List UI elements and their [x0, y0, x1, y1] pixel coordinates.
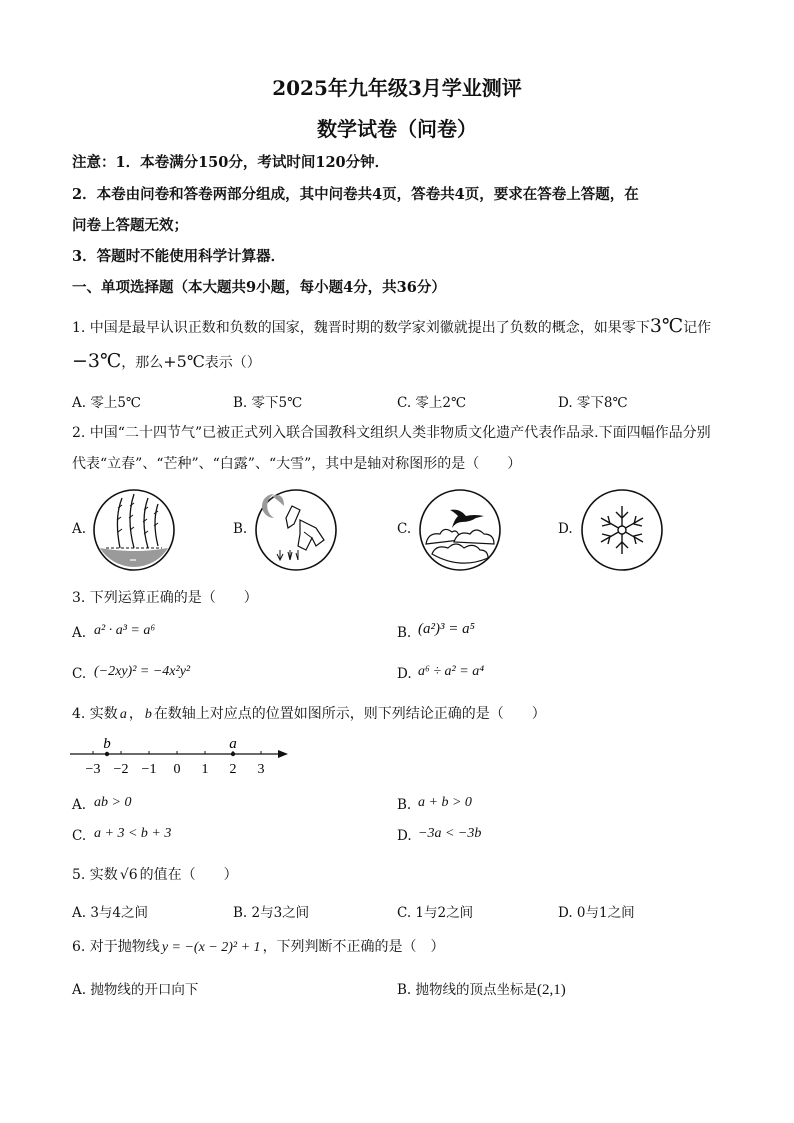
q6-stem — [72, 936, 445, 956]
number-line-point-b — [105, 752, 109, 756]
q3-label-d: D. — [397, 666, 412, 682]
q3-label-b: B. — [397, 625, 412, 641]
q1-option-b: B. 零下5℃ — [233, 395, 303, 411]
q4-expr-c: a + 3 < b + 3 — [94, 826, 172, 841]
q5-stem — [72, 864, 238, 884]
lichun-picture — [92, 488, 176, 572]
bailu-picture — [418, 488, 502, 572]
number-line-tick-label: 3 — [257, 762, 265, 777]
q2-label-a: A. — [72, 521, 87, 537]
q4-label-d: D. — [397, 828, 412, 844]
q6-stem-b: ，下列判断不正确的是（ ） — [262, 939, 445, 955]
q6-option-b-coord: (2,1) — [537, 982, 566, 998]
q1-option-d: D. 零下8℃ — [558, 395, 628, 411]
q4-label-b: B. — [397, 797, 412, 813]
q1-option-c: C. 零上2℃ — [397, 395, 467, 411]
number-line-tick-label: 1 — [201, 762, 209, 777]
q2-line-2: 代表“立春”、“芒种”、“白露”、“大雪”，其中是轴对称图形的是（ ） — [72, 456, 522, 472]
q4-var-a: a — [119, 707, 127, 722]
q5-option-a: A. 3与4之间 — [72, 905, 149, 921]
number-line-tick-label: −2 — [113, 762, 129, 777]
number-line-point-a — [231, 752, 235, 756]
section-heading: 一、单项选择题（本大题共9小题，每小题4分，共36分） — [72, 279, 446, 296]
exam-subtitle: 数学试卷（问卷） — [317, 117, 477, 141]
number-line-arrow — [278, 750, 288, 758]
number-line-tick-label: −3 — [85, 762, 101, 777]
q1-neg: −3℃ — [72, 350, 122, 372]
q3-expr-b: (a²)³ = a⁵ — [418, 621, 475, 637]
q4-stem-a: 4. 实数 — [72, 706, 118, 722]
q4-label-a: A. — [72, 797, 87, 813]
q4-expr-b: a + b > 0 — [418, 795, 472, 810]
note-line-1: 注意：1．本卷满分150分，考试时间120分钟． — [72, 154, 390, 171]
q2-label-c: C. — [397, 521, 412, 537]
q5-stem-b: 的值在（ ） — [139, 867, 238, 883]
q3-expr-a: a² · a³ = a⁶ — [94, 623, 156, 638]
note-line-4: 3．答题时不能使用科学计算器． — [72, 248, 286, 265]
q3-stem: 3. 下列运算正确的是（ ） — [72, 590, 258, 606]
q1-line-2 — [72, 350, 261, 372]
q1-line-1 — [72, 315, 711, 337]
number-line-tick-label: 0 — [173, 762, 181, 777]
q3-label-c: C. — [72, 666, 87, 682]
q5-option-d: D. 0与1之间 — [558, 905, 635, 921]
q5-option-c: C. 1与2之间 — [397, 905, 474, 921]
note-line-2: 2．本卷由问卷和答卷两部分组成，其中问卷共4页，答卷共4页，要求在答卷上答题，在 — [72, 186, 639, 203]
q1-mid: ，那么 — [121, 355, 164, 371]
q3-label-a: A. — [72, 625, 87, 641]
q5-radical: √6 — [119, 867, 138, 883]
exam-title: 2025年九年级3月学业测评 — [272, 76, 522, 100]
number-line-point-label-b: b — [103, 736, 111, 752]
number-line-tick-label: −1 — [141, 762, 157, 777]
q3-expr-c: (−2xy)² = −4x²y² — [94, 664, 191, 679]
q4-label-c: C. — [72, 828, 87, 844]
q1-stem: 1. 中国是最早认识正数和负数的国家，魏晋时期的数学家刘徽就提出了负数的概念，如果零下 — [72, 320, 650, 336]
q6-option-b — [397, 978, 566, 999]
q1-value: 3℃ — [649, 315, 684, 337]
q2-label-b: B. — [233, 521, 248, 537]
q3-expr-d: a⁶ ÷ a² = a⁴ — [418, 664, 485, 679]
q4-stem-c: 在数轴上对应点的位置如图所示，则下列结论正确的是（ ） — [153, 706, 546, 722]
note-line-3: 问卷上答题无效； — [72, 217, 188, 234]
q4-expr-d: −3a < −3b — [418, 826, 482, 841]
q1-tail: 记作 — [683, 320, 712, 336]
number-line-point-label-a: a — [229, 736, 237, 752]
q1-option-a: A. 零上5℃ — [72, 395, 142, 411]
number-line — [64, 734, 294, 778]
q4-stem — [72, 703, 546, 723]
q2-label-d: D. — [558, 521, 573, 537]
number-line-tick-label: 2 — [229, 762, 237, 777]
q6-expr: y = −(x − 2)² + 1 — [161, 940, 261, 955]
q1-pos: +5℃ — [163, 352, 205, 371]
q4-var-b: b — [144, 707, 152, 722]
daxue-picture — [580, 488, 664, 572]
q6-stem-a: 6. 对于抛物线 — [72, 939, 160, 955]
q1-end: 表示（） — [204, 355, 261, 371]
q4-stem-b: ， — [128, 706, 143, 722]
mangzhong-picture — [254, 488, 338, 572]
q5-stem-a: 5. 实数 — [72, 867, 118, 883]
q6-option-a: A. 抛物线的开口向下 — [72, 982, 199, 998]
q4-expr-a: ab > 0 — [94, 795, 132, 810]
q6-option-b-text: B. 抛物线的顶点坐标是 — [397, 982, 538, 998]
q5-option-b: B. 2与3之间 — [233, 905, 310, 921]
q2-line-1: 2. 中国“二十四节气”已被正式列入联合国教科文组织人类非物质文化遗产代表作品录.下面四幅作品分别 — [72, 425, 711, 441]
